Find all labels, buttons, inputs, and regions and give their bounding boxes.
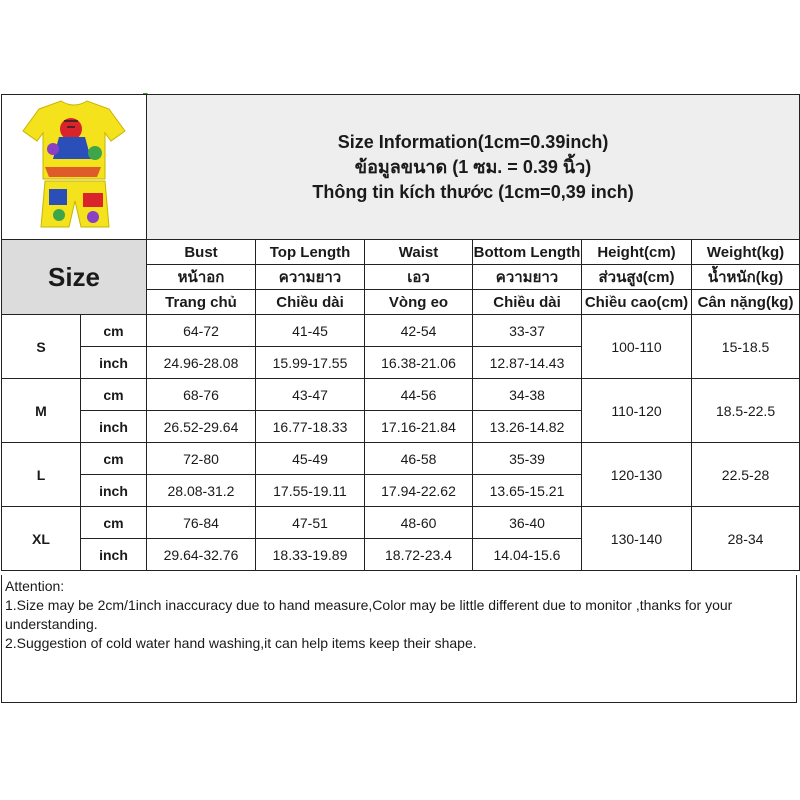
size-name: XL [2,507,81,571]
size-row-s-cm [2,315,800,347]
column-header-row-en [2,240,800,265]
measurement-cell: 28.08-31.2 [147,475,256,507]
unit-label: cm [81,507,147,539]
measurement-cell: 33-37 [473,315,582,347]
size-row-xl-cm [2,507,800,539]
measurement-cell: 34-38 [473,379,582,411]
size-rows [2,315,800,571]
measurement-cell: 15.99-17.55 [256,347,365,379]
measurement-cell: 12.87-14.43 [473,347,582,379]
measurement-cell: 26.52-29.64 [147,411,256,443]
attention-line-2: 2.Suggestion of cold water hand washing,it can help items keep their shape. [5,635,477,651]
attention-line-1: 1.Size may be 2cm/1inch inaccuracy due to hand measure,Color may be little different due to monitor ,thanks for your understanding. [5,597,733,632]
measurement-cell: 18.72-23.4 [365,539,473,571]
col-top-length-vi: Chiều dài [256,290,365,315]
size-name: M [2,379,81,443]
size-name: S [2,315,81,379]
attention-notes [1,575,797,703]
height-cell: 100-110 [582,315,692,379]
measurement-cell: 16.77-18.33 [256,411,365,443]
measurement-cell: 36-40 [473,507,582,539]
measurement-cell: 17.94-22.62 [365,475,473,507]
col-weight-en: Weight(kg) [692,240,800,265]
col-bust-en: Bust [147,240,256,265]
unit-label: cm [81,443,147,475]
weight-cell: 15-18.5 [692,315,800,379]
col-height-th: ส่วนสูง(cm) [582,265,692,290]
unit-label: inch [81,411,147,443]
measurement-cell: 44-56 [365,379,473,411]
measurement-cell: 14.04-15.6 [473,539,582,571]
weight-cell: 22.5-28 [692,443,800,507]
measurement-cell: 35-39 [473,443,582,475]
measurement-cell: 43-47 [256,379,365,411]
measurement-cell: 29.64-32.76 [147,539,256,571]
header-line-th: ข้อมูลขนาด (1 ซม. = 0.39 นิ้ว) [354,156,592,177]
col-bottom-length-th: ความยาว [473,265,582,290]
col-height-en: Height(cm) [582,240,692,265]
measurement-cell: 47-51 [256,507,365,539]
measurement-cell: 13.26-14.82 [473,411,582,443]
measurement-cell: 16.38-21.06 [365,347,473,379]
size-information-header [147,95,800,240]
col-bottom-length-en: Bottom Length [473,240,582,265]
col-waist-en: Waist [365,240,473,265]
measurement-cell: 24.96-28.08 [147,347,256,379]
measurement-cell: 64-72 [147,315,256,347]
product-image [9,97,139,232]
measurement-cell: 17.55-19.11 [256,475,365,507]
unit-label: inch [81,347,147,379]
col-height-vi: Chiều cao(cm) [582,290,692,315]
attention-title: Attention: [5,578,65,594]
col-waist-th: เอว [365,265,473,290]
col-top-length-en: Top Length [256,240,365,265]
height-cell: 120-130 [582,443,692,507]
unit-label: inch [81,539,147,571]
header-line-en: Size Information(1cm=0.39inch) [337,131,609,152]
size-label: Size [2,240,147,315]
unit-label: inch [81,475,147,507]
weight-cell: 28-34 [692,507,800,571]
measurement-cell: 45-49 [256,443,365,475]
col-weight-vi: Cân nặng(kg) [692,290,800,315]
measurement-cell: 48-60 [365,507,473,539]
size-row-m-cm [2,379,800,411]
col-weight-th: น้ำหนัก(kg) [692,265,800,290]
size-chart-table [1,94,800,571]
header-line-vi: Thông tin kích thước (1cm=0,39 inch) [312,181,634,202]
measurement-cell: 46-58 [365,443,473,475]
measurement-cell: 76-84 [147,507,256,539]
weight-cell: 18.5-22.5 [692,379,800,443]
height-cell: 110-120 [582,379,692,443]
col-bottom-length-vi: Chiều dài [473,290,582,315]
col-bust-th: หน้าอก [147,265,256,290]
product-image-cell [2,95,147,240]
col-bust-vi: Trang chủ [147,290,256,315]
unit-label: cm [81,315,147,347]
measurement-cell: 13.65-15.21 [473,475,582,507]
col-top-length-th: ความยาว [256,265,365,290]
measurement-cell: 68-76 [147,379,256,411]
unit-label: cm [81,379,147,411]
measurement-cell: 17.16-21.84 [365,411,473,443]
col-waist-vi: Vòng eo [365,290,473,315]
title-row [2,95,800,240]
measurement-cell: 18.33-19.89 [256,539,365,571]
height-cell: 130-140 [582,507,692,571]
measurement-cell: 42-54 [365,315,473,347]
size-chart-sheet [0,94,800,706]
size-row-l-cm [2,443,800,475]
measurement-cell: 72-80 [147,443,256,475]
measurement-cell: 41-45 [256,315,365,347]
size-name: L [2,443,81,507]
